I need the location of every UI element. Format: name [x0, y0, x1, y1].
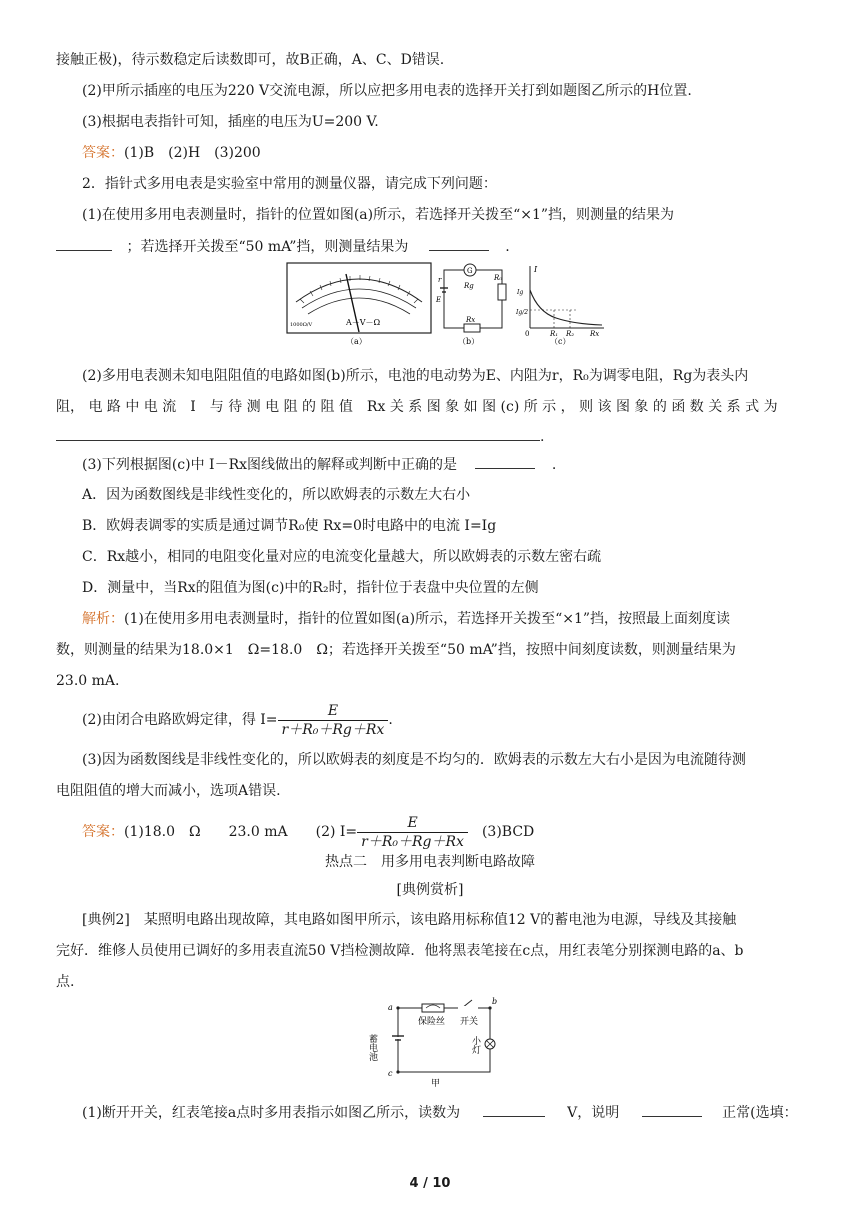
- label-origin: 0: [525, 330, 530, 338]
- fuse-label: 保险丝: [418, 1017, 446, 1027]
- text-line: [82, 1102, 808, 1123]
- label-E: E: [436, 296, 442, 304]
- answer-text: (1)18.0 Ω 23.0 mA (2) I=: [124, 824, 358, 840]
- label-r: r: [438, 276, 442, 284]
- text-segment: 正常(选填：: [722, 1105, 798, 1121]
- text-segment: .: [388, 712, 393, 728]
- subsection-heading: [典例赏析]: [396, 882, 464, 898]
- figure-jia-circuit: [367, 996, 500, 1089]
- meter-label: A－V－Ω: [346, 318, 381, 327]
- answer-fraction: $\frac{E}{\text{r＋R₀＋Rg＋Rx}}$: [357, 814, 468, 851]
- label-Rx: Rx: [466, 316, 476, 324]
- explanation-line: [82, 609, 808, 629]
- text-line: (1)在使用多用电表测量时，指针的位置如图(a)所示，若选择开关拨至“×1”挡，则测量的结果为: [82, 207, 675, 223]
- option-b: B．欧姆表调零的实质是通过调节R₀使 Rx=0时电路中的电流 I=Ig: [82, 518, 497, 534]
- section-heading: 热点二 用多用电表判断电路故障: [325, 854, 535, 870]
- text-line: 接触正极)，待示数稳定后读数即可，故B正确，A、C、D错误.: [56, 52, 445, 68]
- text-line: [56, 236, 808, 257]
- node-c: c: [388, 1069, 393, 1078]
- text-line: (2)多用电表测未知电阻阻值的电路如图(b)所示，电池的电动势为E、内阻为r，R₀为调零电阻，Rg为表头内: [82, 368, 749, 384]
- text-line: 完好．维修人员使用已调好的多用表直流50 V挡检测故障．他将黑表笔接在c点，用红表笔分别探测电路的a、b: [56, 943, 744, 959]
- text-segment: (1)在使用多用电表测量时，指针的位置如图(a)所示，若选择开关拨至“×1”挡，按照最上面刻度读: [124, 611, 731, 627]
- label-Rg: Rg: [464, 282, 474, 290]
- text-line: (3)根据电表指针可知，插座的电压为U=200 V.: [82, 114, 379, 130]
- label-R0: R₀: [494, 274, 503, 282]
- text-segment: (2)由闭合电路欧姆定律，得 I=: [82, 712, 278, 728]
- label-R1: R₁: [550, 330, 559, 338]
- text-line: (3)因为函数图线是非线性变化的，所以欧姆表的刻度是不均匀的．欧姆表的示数左大右小是因为电流随待测: [82, 752, 746, 768]
- text-line: 点.: [56, 974, 75, 990]
- answer-blank[interactable]: [483, 1102, 545, 1117]
- text-segment: (3)下列根据图(c)中 I－Rx图线做出的解释或判断中正确的是: [82, 457, 458, 473]
- label-Rx: Rx: [590, 330, 600, 338]
- answer-blank[interactable]: [429, 236, 489, 251]
- label-Ig-half: Ig/2: [516, 309, 529, 316]
- figure-b-circuit: [436, 262, 516, 346]
- text-line: 23.0 mA.: [56, 673, 120, 689]
- option-a: A．因为函数图线是非线性变化的，所以欧姆表的示数左大右小: [82, 487, 471, 503]
- text-segment: V，说明: [567, 1105, 620, 1121]
- figure-a-caption: （a）: [346, 337, 367, 346]
- figure-jia-caption: 甲: [431, 1079, 441, 1089]
- text-segment: .: [505, 239, 510, 255]
- text-line: 电阻阻值的增大而减小，选项A错误.: [56, 783, 281, 799]
- answer-line: [82, 143, 808, 163]
- text-line: 阻， 电 路 中 电 流 I 与 待 测 电 阻 的 阻 值 Rx 关 系 图 象 如 图 (c) 所 示 ， 则 该 图 象 的 函 数 关 系 式 为: [56, 399, 778, 415]
- question-title: 2．指针式多用电表是实验室中常用的测量仪器，请完成下列问题：: [82, 176, 497, 192]
- text-segment: ；若选择开关拨至“50 mA”挡，则测量结果为: [126, 239, 409, 255]
- galvanometer-label: G: [467, 267, 473, 275]
- text-line: [典例2] 某照明电路出现故障，其电路如图甲所示，该电路用标称值12 V的蓄电池为电源，导线及其接触: [82, 912, 737, 928]
- svg-text:蓄电池: 蓄电池: [367, 1034, 377, 1061]
- formula-line: [82, 700, 808, 740]
- answer-line: [82, 812, 808, 852]
- text-line: [82, 454, 808, 475]
- text-segment: (1)断开开关，红表笔接a点时多用表指示如图乙所示，读数为: [82, 1105, 461, 1121]
- answer-text: (1)B (2)H (3)200: [124, 145, 261, 161]
- switch-label: 开关: [460, 1017, 479, 1027]
- label-R2: R₂: [566, 330, 575, 338]
- text-segment: .: [551, 457, 557, 473]
- answer-text: (3)BCD: [467, 824, 535, 840]
- formula-fraction: $\frac{E}{\text{r＋R₀＋Rg＋Rx}}$: [278, 702, 389, 739]
- answer-blank[interactable]: [642, 1102, 702, 1117]
- text-segment: .: [540, 429, 545, 445]
- text-line: 数，则测量的结果为18.0×1 Ω=18.0 Ω；若选择开关拨至“50 mA”挡，按照中间刻度读数，则测量结果为: [56, 642, 736, 658]
- lamp-label: 小灯: [470, 1036, 480, 1054]
- option-d: D．测量中，当Rx的阻值为图(c)中的R₂时，指针位于表盘中央位置的左侧: [82, 580, 539, 596]
- answer-label: 答案：: [82, 145, 124, 161]
- text-line: [56, 426, 808, 447]
- battery-label: [367, 1033, 378, 1061]
- figure-a-meter: [286, 262, 432, 346]
- answer-blank[interactable]: [56, 426, 540, 441]
- figure-c-caption: （c）: [550, 337, 571, 346]
- node-b: b: [492, 997, 498, 1006]
- answer-blank[interactable]: [475, 454, 535, 469]
- page-number: 4 / 10: [409, 1176, 451, 1191]
- option-c: C．Rx越小，相同的电阻变化量对应的电流变化量越大，所以欧姆表的示数左密右疏: [82, 549, 602, 565]
- axis-label-I: I: [534, 265, 538, 274]
- label-Ig: Ig: [517, 289, 524, 296]
- meter-sub: 1000Ω/V: [290, 322, 313, 328]
- explanation-label: 解析：: [82, 611, 124, 627]
- node-a: a: [388, 1003, 393, 1012]
- figure-b-caption: （b）: [458, 337, 480, 346]
- text-line: (2)甲所示插座的电压为220 V交流电源，所以应把多用电表的选择开关打到如题图乙所示的H位置.: [82, 83, 692, 99]
- answer-label: 答案：: [82, 824, 124, 840]
- figure-c-graph: [516, 262, 606, 346]
- answer-blank[interactable]: [56, 236, 112, 251]
